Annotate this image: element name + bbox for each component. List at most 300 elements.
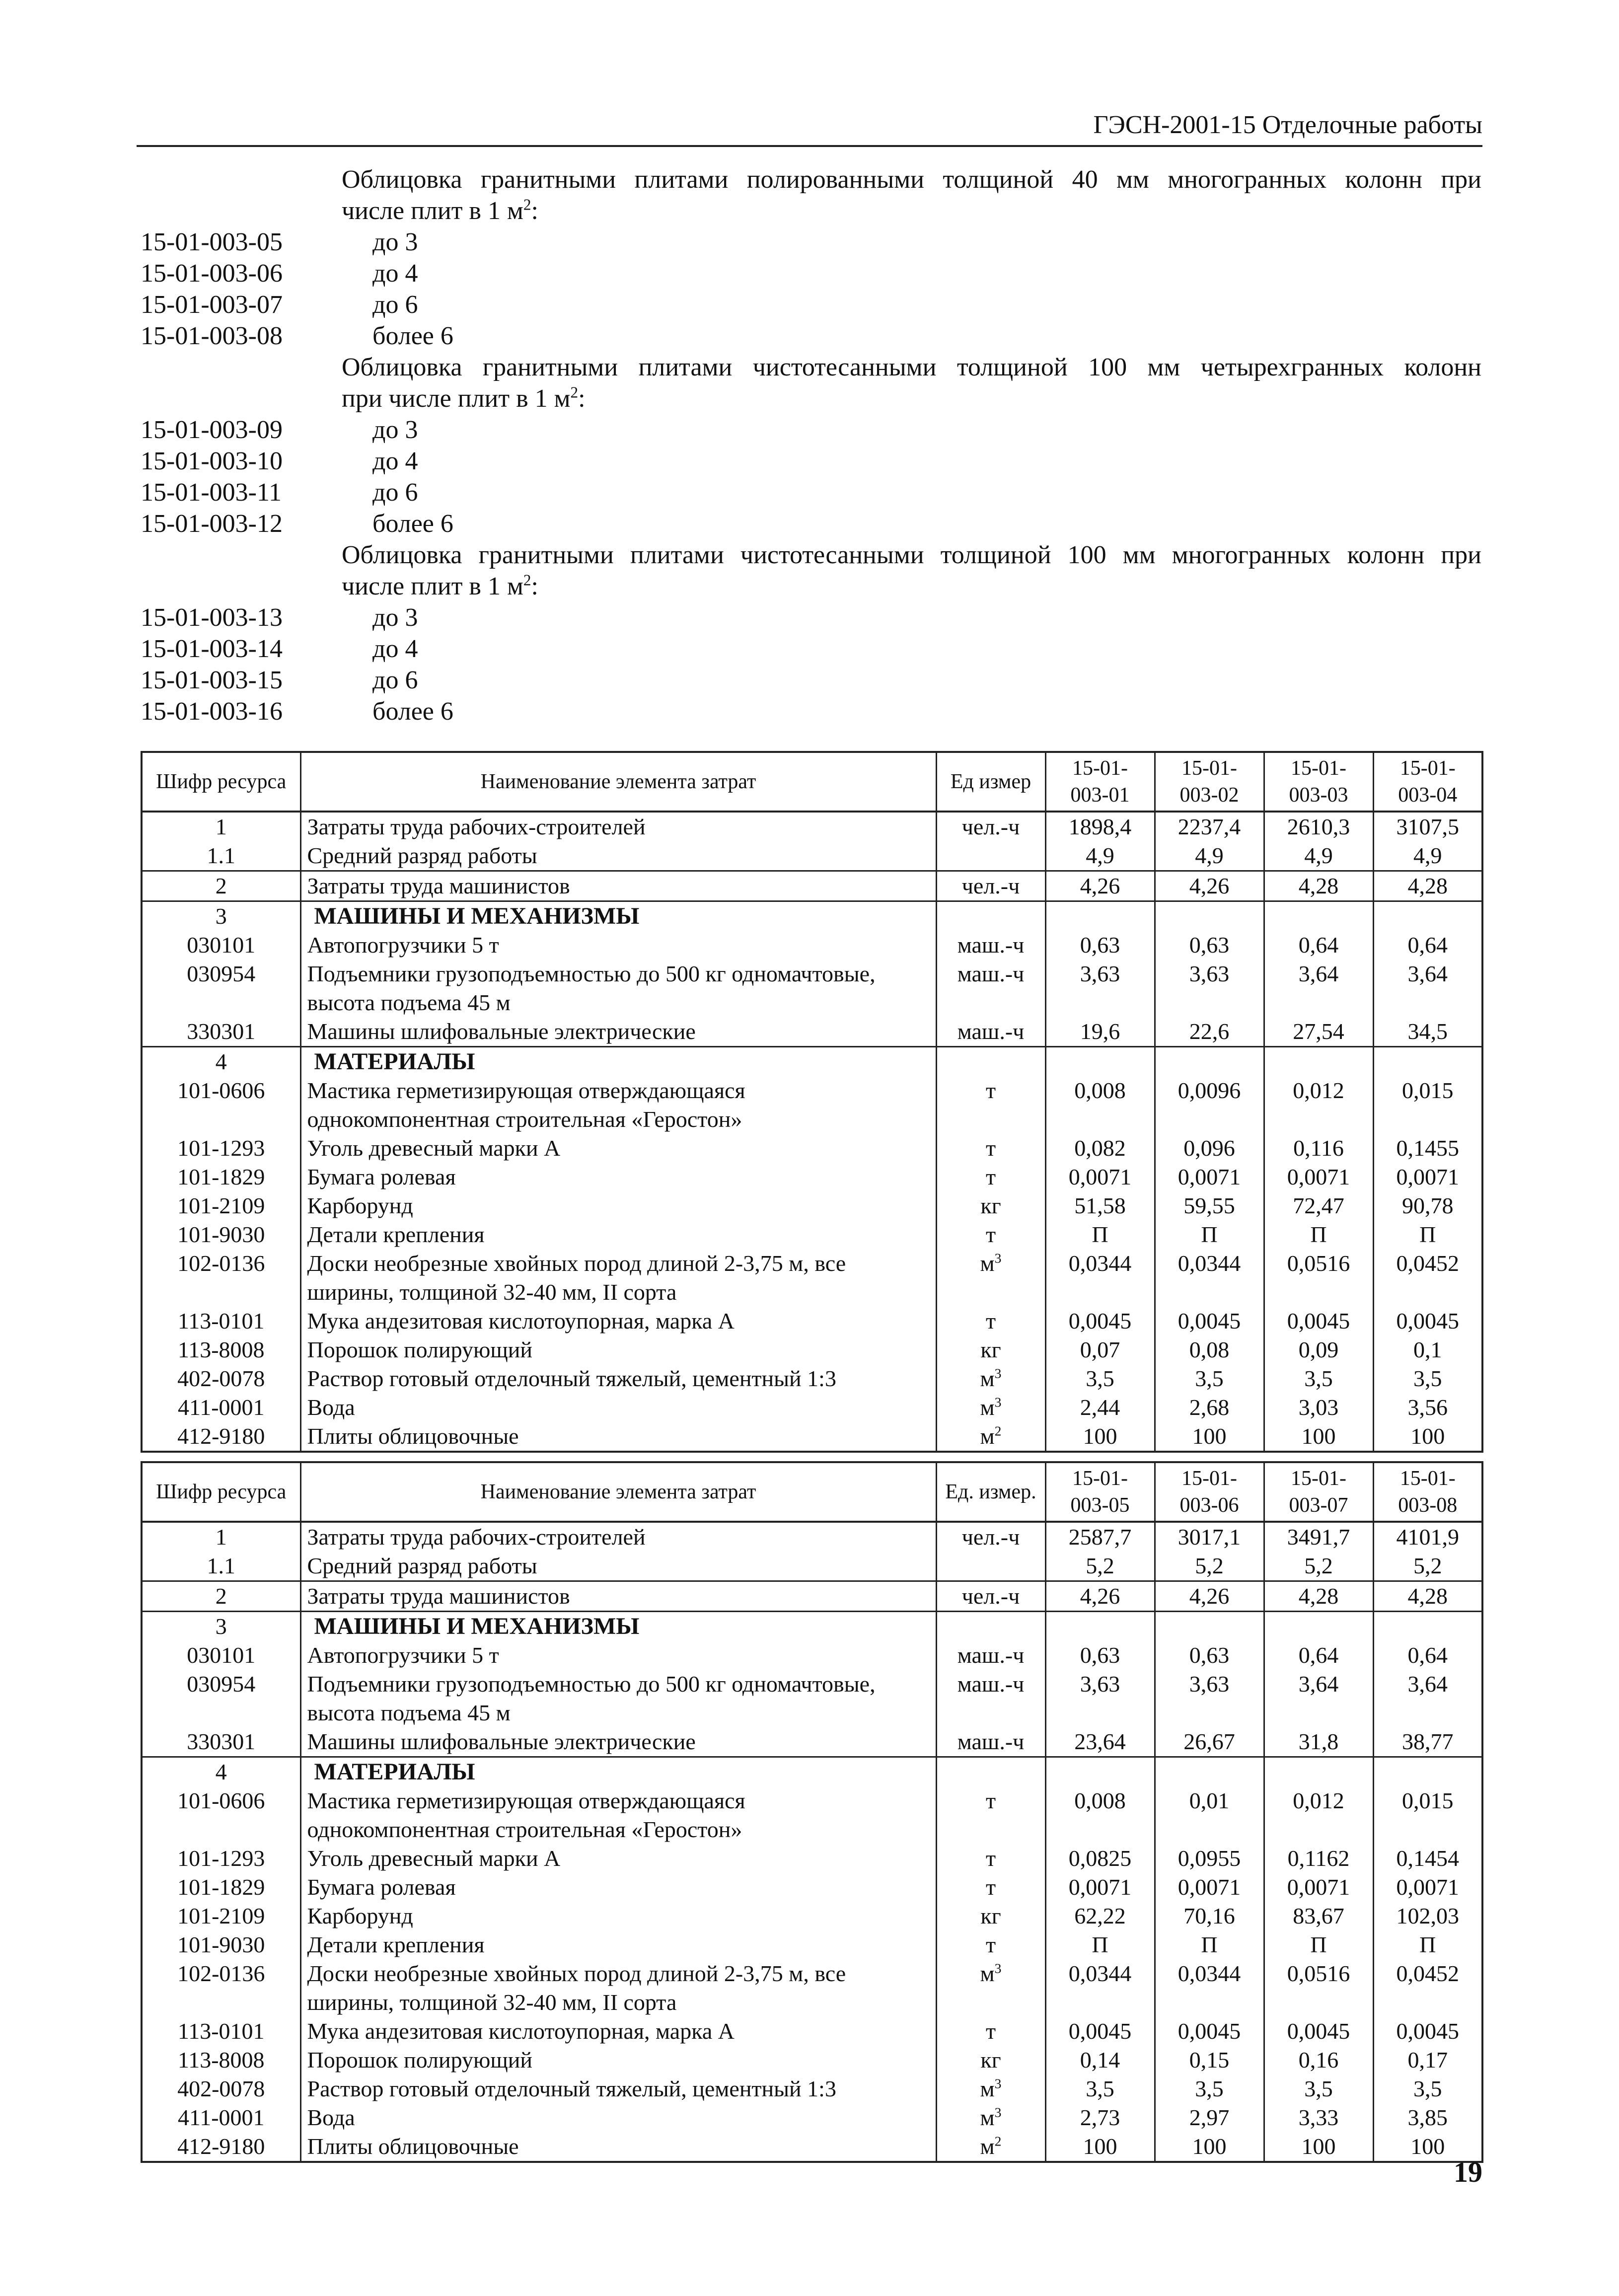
norm-value: 0,0096 [1155, 1076, 1264, 1134]
resource-code: 1 [142, 1522, 300, 1552]
norm-value: 0,0045 [1264, 2017, 1373, 2046]
norm-value [1264, 1047, 1373, 1077]
section-heading [141, 539, 1481, 571]
norm-code-part: 003-05 [1070, 1494, 1130, 1517]
table-row [142, 1191, 1482, 1220]
table-row [142, 2074, 1482, 2103]
norm-value: 0,0071 [1264, 1873, 1373, 1902]
list-item [141, 320, 1481, 352]
unit: т [936, 1844, 1045, 1873]
list-item [141, 665, 1481, 696]
item-text: до 6 [372, 666, 418, 694]
table-row [142, 2046, 1482, 2074]
section-heading-text: числе плит в 1 $м^2$: [342, 196, 538, 225]
item-code: 15-01-003-06 [141, 259, 283, 288]
norm-value: 100 [1045, 1422, 1155, 1452]
norm-code-part: 003-02 [1179, 784, 1239, 807]
item-code: 15-01-003-09 [141, 416, 283, 444]
norm-value: 2,97 [1155, 2103, 1264, 2132]
table-row [142, 1581, 1482, 1612]
unit: кг [936, 1335, 1045, 1364]
resource-code: 113-0101 [142, 2017, 300, 2046]
col-header-norm [1264, 1462, 1373, 1522]
unit: т [936, 1786, 1045, 1844]
norm-value: 2237,4 [1155, 812, 1264, 841]
unit: $м^2$ [936, 2132, 1045, 2162]
unit: чел.-ч [936, 871, 1045, 901]
resource-name: Вода [300, 2103, 936, 2132]
resource-name: Затраты труда рабочих-строителей [300, 1522, 936, 1552]
norm-code-part: 003-06 [1179, 1494, 1239, 1517]
norm-value: 3,63 [1045, 960, 1155, 1017]
resource-code: 113-8008 [142, 2046, 300, 2074]
norm-value: 3491,7 [1264, 1522, 1373, 1552]
norm-value [1264, 1612, 1373, 1641]
norm-value: 0,0071 [1373, 1163, 1482, 1191]
norm-value: 0,64 [1264, 1641, 1373, 1670]
norm-code-part: 15-01- [1072, 1467, 1128, 1490]
unit: т [936, 1076, 1045, 1134]
norm-value: 2610,3 [1264, 812, 1373, 841]
resource-name: Уголь древесный марки А [300, 1134, 936, 1163]
norm-value: 0,0045 [1373, 2017, 1482, 2046]
norm-value: 0,07 [1045, 1335, 1155, 1364]
norm-code-part: 15-01- [1181, 757, 1237, 780]
list-item [141, 602, 1481, 633]
item-code: 15-01-003-13 [141, 603, 283, 632]
col-header-norm [1045, 752, 1155, 812]
resource-name: МАШИНЫ И МЕХАНИЗМЫ [300, 1612, 936, 1641]
norm-value: 0,0071 [1264, 1163, 1373, 1191]
col-header-unit: Ед измер [936, 752, 1045, 812]
norm-value: 100 [1155, 1422, 1264, 1452]
norm-value [1373, 901, 1482, 931]
item-text: до 3 [372, 228, 418, 256]
norm-value: 3,33 [1264, 2103, 1373, 2132]
table-row [142, 1393, 1482, 1422]
intro-list [141, 164, 1481, 727]
table-row [142, 1641, 1482, 1670]
norm-value: 90,78 [1373, 1191, 1482, 1220]
item-text: до 4 [372, 635, 418, 663]
norm-value: 4,9 [1155, 841, 1264, 871]
table-row [142, 1017, 1482, 1047]
table-row [142, 1844, 1482, 1873]
norm-code-part: 003-01 [1070, 784, 1130, 807]
list-item [141, 696, 1481, 727]
item-code: 15-01-003-15 [141, 666, 283, 694]
unit [936, 841, 1045, 871]
item-text: более 6 [372, 697, 453, 726]
resource-name: Карборунд [300, 1191, 936, 1220]
table-row [142, 1552, 1482, 1581]
table-row [142, 812, 1482, 841]
norm-value: 70,16 [1155, 1902, 1264, 1930]
norm-value: 0,64 [1373, 931, 1482, 960]
resource-code: 2 [142, 1581, 300, 1612]
item-text: более 6 [372, 322, 453, 350]
norm-value: 3,64 [1373, 1670, 1482, 1727]
norm-value: 1898,4 [1045, 812, 1155, 841]
resource-code: 101-1829 [142, 1873, 300, 1902]
norm-value: 23,64 [1045, 1727, 1155, 1757]
norm-value: 0,63 [1155, 931, 1264, 960]
norm-value: 0,15 [1155, 2046, 1264, 2074]
unit [936, 1552, 1045, 1581]
unit: $м^3$ [936, 1364, 1045, 1393]
norm-value: 0,08 [1155, 1335, 1264, 1364]
item-code: 15-01-003-16 [141, 697, 283, 726]
resource-name: Уголь древесный марки А [300, 1844, 936, 1873]
resource-code: 113-0101 [142, 1307, 300, 1335]
table-row [142, 841, 1482, 871]
item-code: 15-01-003-12 [141, 510, 283, 538]
resource-name: Порошок полирующий [300, 2046, 936, 2074]
col-header-unit: Ед. измер. [936, 1462, 1045, 1522]
table-row [142, 1873, 1482, 1902]
item-text: до 3 [372, 416, 418, 444]
item-text: до 4 [372, 259, 418, 288]
resource-name: Плиты облицовочные [300, 2132, 936, 2162]
norm-value [1155, 1757, 1264, 1787]
table-row [142, 1902, 1482, 1930]
section-heading [141, 164, 1481, 195]
norm-value: 0,1162 [1264, 1844, 1373, 1873]
unit: $м^3$ [936, 2074, 1045, 2103]
list-item [141, 633, 1481, 665]
norm-value: 0,63 [1045, 931, 1155, 960]
table-row [142, 1249, 1482, 1307]
norm-value [1264, 901, 1373, 931]
norm-value: 0,0344 [1155, 1959, 1264, 2017]
norm-value: 38,77 [1373, 1727, 1482, 1757]
resource-name: МАТЕРИАЛЫ [300, 1757, 936, 1787]
item-code: 15-01-003-10 [141, 447, 283, 475]
unit: т [936, 1873, 1045, 1902]
table-row [142, 1307, 1482, 1335]
resource-code: 4 [142, 1047, 300, 1077]
norm-value: 0,096 [1155, 1134, 1264, 1163]
norm-value [1373, 1757, 1482, 1787]
norm-value: 0,0516 [1264, 1249, 1373, 1307]
table-row [142, 871, 1482, 901]
header-row [142, 752, 1482, 812]
norm-value: 0,0045 [1373, 1307, 1482, 1335]
resource-name: Средний разряд работы [300, 841, 936, 871]
resource-code: 101-0606 [142, 1076, 300, 1134]
norm-value: 0,16 [1264, 2046, 1373, 2074]
table-row [142, 1335, 1482, 1364]
resource-code: 3 [142, 1612, 300, 1641]
resource-name: Карборунд [300, 1902, 936, 1930]
table-row [142, 2132, 1482, 2162]
resource-code: 2 [142, 871, 300, 901]
section-heading-text: числе плит в 1 $м^2$: [342, 571, 538, 600]
resource-code: 1.1 [142, 841, 300, 871]
norm-value: 0,63 [1045, 1641, 1155, 1670]
unit: т [936, 1134, 1045, 1163]
table-row [142, 1364, 1482, 1393]
norm-code-part: 003-04 [1398, 784, 1458, 807]
resource-name: Средний разряд работы [300, 1552, 936, 1581]
item-text: до 4 [372, 447, 418, 475]
norm-value: 5,2 [1373, 1552, 1482, 1581]
norm-value: 0,008 [1045, 1786, 1155, 1844]
unit: чел.-ч [936, 1581, 1045, 1612]
resource-name: Автопогрузчики 5 т [300, 1641, 936, 1670]
list-item [141, 445, 1481, 477]
resource-code: 411-0001 [142, 1393, 300, 1422]
resource-name: МАШИНЫ И МЕХАНИЗМЫ [300, 901, 936, 931]
table-row [142, 1522, 1482, 1552]
norm-value: 3,64 [1264, 960, 1373, 1017]
header-row [142, 1462, 1482, 1522]
norm-value: 3107,5 [1373, 812, 1482, 841]
table-body [142, 1522, 1482, 2162]
unit: т [936, 1163, 1045, 1191]
section-row [142, 901, 1482, 931]
table-row [142, 1786, 1482, 1844]
resource-name: Бумага ролевая [300, 1163, 936, 1191]
norm-value: 4,28 [1264, 1581, 1373, 1612]
unit: т [936, 1307, 1045, 1335]
norm-value: 0,0452 [1373, 1959, 1482, 2017]
norm-value: 3,03 [1264, 1393, 1373, 1422]
norm-value [1045, 901, 1155, 931]
resource-code: 412-9180 [142, 2132, 300, 2162]
unit: маш.-ч [936, 1727, 1045, 1757]
norm-code-part: 003-03 [1289, 784, 1348, 807]
norm-value [1045, 1757, 1155, 1787]
item-text: более 6 [372, 510, 453, 538]
norm-value: П [1155, 1930, 1264, 1959]
norm-value: 5,2 [1264, 1552, 1373, 1581]
norm-value [1045, 1612, 1155, 1641]
norm-value: 3,5 [1373, 1364, 1482, 1393]
unit: $м^3$ [936, 1959, 1045, 2017]
norm-value: П [1045, 1220, 1155, 1249]
norm-value: 100 [1045, 2132, 1155, 2162]
norm-value: 0,1454 [1373, 1844, 1482, 1873]
norm-value: 4,9 [1045, 841, 1155, 871]
norm-value: 4,9 [1264, 841, 1373, 871]
norm-value: П [1373, 1930, 1482, 1959]
section-heading [141, 383, 1481, 414]
unit: маш.-ч [936, 1670, 1045, 1727]
norm-value: 3,63 [1045, 1670, 1155, 1727]
norm-value: 3,63 [1155, 1670, 1264, 1727]
resource-name: Мастика герметизирующая отверждающаяся однокомпонентная строительная «Героcтон» [300, 1786, 936, 1844]
table-row [142, 1670, 1482, 1727]
norm-value: 0,1 [1373, 1335, 1482, 1364]
norm-value: 4,28 [1373, 1581, 1482, 1612]
unit: кг [936, 2046, 1045, 2074]
resource-name: Мастика герметизирующая отверждающаяся однокомпонентная строительная «Героcтон» [300, 1076, 936, 1134]
resource-name: Машины шлифовальные электрические [300, 1727, 936, 1757]
norm-value: 26,67 [1155, 1727, 1264, 1757]
norm-value: 100 [1373, 2132, 1482, 2162]
resource-code: 411-0001 [142, 2103, 300, 2132]
norm-value: 0,0071 [1045, 1163, 1155, 1191]
resource-code: 030101 [142, 931, 300, 960]
resource-code: 113-8008 [142, 1335, 300, 1364]
resource-table-2 [141, 1461, 1483, 2163]
resource-table-1 [141, 751, 1483, 1453]
table-row [142, 1076, 1482, 1134]
norm-value: 102,03 [1373, 1902, 1482, 1930]
norm-value: 0,0045 [1045, 1307, 1155, 1335]
unit [936, 1612, 1045, 1641]
section-heading-text: при числе плит в 1 $м^2$: [342, 383, 586, 413]
norm-value: 3,64 [1264, 1670, 1373, 1727]
resource-code: 101-0606 [142, 1786, 300, 1844]
norm-code-part: 15-01- [1291, 757, 1346, 780]
list-item [141, 477, 1481, 508]
col-header-norm [1155, 752, 1264, 812]
resource-code: 1.1 [142, 1552, 300, 1581]
norm-value: 100 [1264, 1422, 1373, 1452]
section-heading [141, 352, 1481, 383]
norm-code-part: 15-01- [1181, 1467, 1237, 1490]
list-item [141, 289, 1481, 320]
norm-value [1264, 1757, 1373, 1787]
resource-name: Доски необрезные хвойных пород длиной 2-3,75 м, все ширины, толщиной 32-40 мм, II сорта [300, 1249, 936, 1307]
item-code: 15-01-003-14 [141, 635, 283, 663]
resource-code: 3 [142, 901, 300, 931]
norm-value: 5,2 [1155, 1552, 1264, 1581]
resource-code: 030954 [142, 1670, 300, 1727]
resource-code: 412-9180 [142, 1422, 300, 1452]
resource-code: 030954 [142, 960, 300, 1017]
norm-value: 62,22 [1045, 1902, 1155, 1930]
table-row [142, 2103, 1482, 2132]
norm-value: 0,015 [1373, 1786, 1482, 1844]
norm-value: 3,63 [1155, 960, 1264, 1017]
norm-value: 2587,7 [1045, 1522, 1155, 1552]
table-body [142, 812, 1482, 1452]
norm-value [1155, 1612, 1264, 1641]
norm-value: 2,73 [1045, 2103, 1155, 2132]
unit: $м^2$ [936, 1422, 1045, 1452]
norm-value: 0,0452 [1373, 1249, 1482, 1307]
section-heading-text: Облицовка гранитными плитами полированными толщиной 40 мм многогранных колонн при [342, 165, 1481, 194]
norm-code-part: 003-08 [1398, 1494, 1458, 1517]
norm-value: 0,116 [1264, 1134, 1373, 1163]
resource-name: Подъемники грузоподъемностью до 500 кг одномачтовые, высота подъема 45 м [300, 1670, 936, 1727]
resource-name: МАТЕРИАЛЫ [300, 1047, 936, 1077]
norm-value [1155, 901, 1264, 931]
list-item [141, 258, 1481, 289]
table-row [142, 1220, 1482, 1249]
table-row [142, 1959, 1482, 2017]
table-header [142, 1462, 1482, 1522]
norm-value: 0,0045 [1264, 1307, 1373, 1335]
resource-code: 402-0078 [142, 1364, 300, 1393]
resource-code: 102-0136 [142, 1959, 300, 2017]
norm-value: 0,015 [1373, 1076, 1482, 1134]
resource-code: 102-0136 [142, 1249, 300, 1307]
resource-code: 101-2109 [142, 1191, 300, 1220]
norm-value: 0,0071 [1373, 1873, 1482, 1902]
norm-value: 83,67 [1264, 1902, 1373, 1930]
norm-value: 0,1455 [1373, 1134, 1482, 1163]
norm-value: 0,17 [1373, 2046, 1482, 2074]
section-row [142, 1757, 1482, 1787]
norm-value: 3,5 [1155, 1364, 1264, 1393]
unit: $м^3$ [936, 1393, 1045, 1422]
resource-code: 1 [142, 812, 300, 841]
item-text: до 3 [372, 603, 418, 632]
resource-code: 101-1293 [142, 1134, 300, 1163]
norm-value: 31,8 [1264, 1727, 1373, 1757]
item-code: 15-01-003-07 [141, 291, 283, 319]
resource-code: 4 [142, 1757, 300, 1787]
norm-value: 0,0045 [1155, 2017, 1264, 2046]
norm-value: П [1264, 1220, 1373, 1249]
unit [936, 901, 1045, 931]
norm-value: П [1373, 1220, 1482, 1249]
norm-code-part: 15-01- [1399, 1467, 1456, 1490]
col-header-norm [1155, 1462, 1264, 1522]
col-header-code: Шифр ресурса [142, 1462, 300, 1522]
unit: маш.-ч [936, 931, 1045, 960]
col-header-norm [1045, 1462, 1155, 1522]
norm-value [1155, 1047, 1264, 1077]
col-header-norm [1264, 752, 1373, 812]
norm-value: 3,5 [1264, 1364, 1373, 1393]
norm-value [1373, 1612, 1482, 1641]
item-text: до 6 [372, 291, 418, 319]
resource-name: Детали крепления [300, 1930, 936, 1959]
resource-name: Мука андезитовая кислотоупорная, марка А [300, 2017, 936, 2046]
resource-name: Машины шлифовальные электрические [300, 1017, 936, 1047]
norm-code-part: 15-01- [1072, 757, 1128, 780]
section-heading-text: Облицовка гранитными плитами чистотесанными толщиной 100 мм четырехгранных колонн [342, 353, 1481, 381]
resource-name: Затраты труда машинистов [300, 871, 936, 901]
table-row [142, 1163, 1482, 1191]
norm-value: 4,9 [1373, 841, 1482, 871]
item-text: до 6 [372, 478, 418, 507]
resource-name: Доски необрезные хвойных пород длиной 2-3,75 м, все ширины, толщиной 32-40 мм, II сорта [300, 1959, 936, 2017]
norm-value: 4,26 [1155, 1581, 1264, 1612]
norm-value: 4,28 [1373, 871, 1482, 901]
norm-value: 3,5 [1045, 2074, 1155, 2103]
norm-value: 0,082 [1045, 1134, 1155, 1163]
norm-value: 3,85 [1373, 2103, 1482, 2132]
norm-value [1373, 1047, 1482, 1077]
resource-name: Детали крепления [300, 1220, 936, 1249]
norm-value: 72,47 [1264, 1191, 1373, 1220]
resource-name: Мука андезитовая кислотоупорная, марка А [300, 1307, 936, 1335]
norm-code-part: 15-01- [1291, 1467, 1346, 1490]
norm-code-part: 003-07 [1289, 1494, 1348, 1517]
resource-name: Затраты труда рабочих-строителей [300, 812, 936, 841]
norm-value: 0,0516 [1264, 1959, 1373, 2017]
norm-value: 0,64 [1264, 931, 1373, 960]
norm-value: 3017,1 [1155, 1522, 1264, 1552]
norm-value: 0,0825 [1045, 1844, 1155, 1873]
col-header-name: Наименование элемента затрат [300, 752, 936, 812]
section-row [142, 1047, 1482, 1077]
norm-value: 0,0071 [1155, 1873, 1264, 1902]
resource-name: Затраты труда машинистов [300, 1581, 936, 1612]
norm-value: 51,58 [1045, 1191, 1155, 1220]
table-row [142, 1134, 1482, 1163]
norm-value: 3,5 [1155, 2074, 1264, 2103]
unit: чел.-ч [936, 1522, 1045, 1552]
norm-value: 0,14 [1045, 2046, 1155, 2074]
norm-value: 0,09 [1264, 1335, 1373, 1364]
